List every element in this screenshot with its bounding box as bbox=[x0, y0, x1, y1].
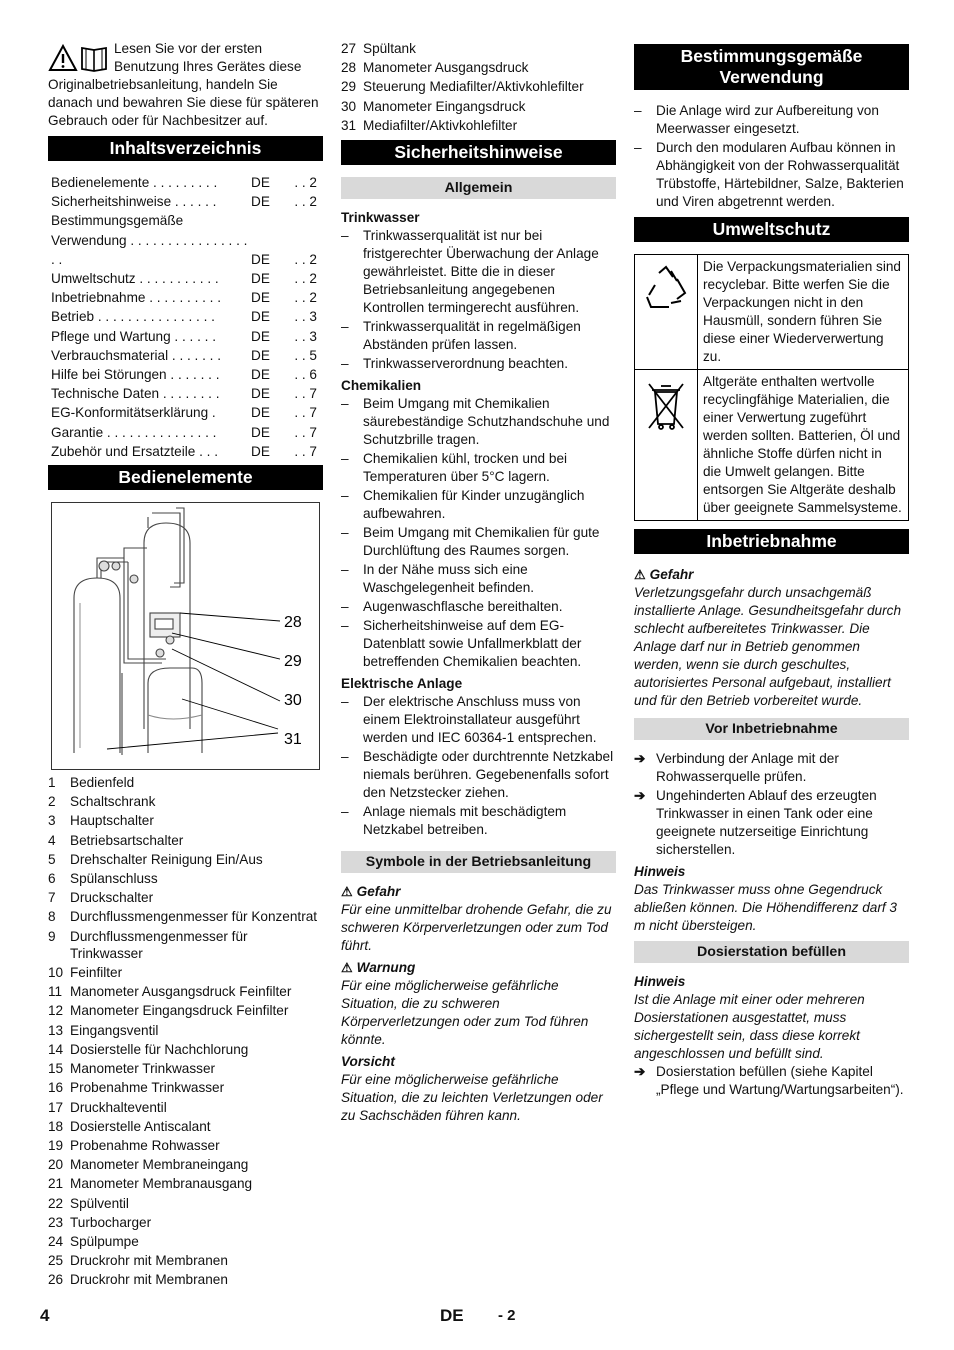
part-number: 13 bbox=[48, 1022, 64, 1038]
part-label: Schaltschrank bbox=[70, 794, 156, 810]
part-number: 26 bbox=[48, 1272, 64, 1288]
part-item bbox=[48, 1233, 323, 1250]
footer-language: DE bbox=[440, 1306, 464, 1325]
toc-entry-lang: DE bbox=[251, 290, 270, 306]
parts-list-continued bbox=[341, 40, 616, 134]
page-number: 4 bbox=[40, 1306, 50, 1325]
recycle-icon bbox=[635, 255, 698, 370]
toc-entry-page: . . 2 bbox=[294, 175, 317, 190]
toc-entry[interactable] bbox=[48, 192, 323, 211]
part-label: Druckrohr mit Membranen bbox=[70, 1272, 228, 1288]
safety-heading: Sicherheitshinweise bbox=[341, 140, 616, 165]
toc-entry-title: Inbetriebnahme . . . . . . . . . . bbox=[51, 290, 222, 306]
toc-entry-title: Hilfe bei Störungen . . . . . . . bbox=[51, 367, 220, 383]
part-label: Manometer Membranausgang bbox=[70, 1176, 253, 1192]
toc-entry-page: . . 7 bbox=[294, 386, 317, 402]
toc-entry-lang: DE bbox=[251, 271, 270, 287]
part-item bbox=[48, 870, 323, 887]
part-item bbox=[341, 78, 616, 95]
toc-entry-lang: DE bbox=[251, 309, 270, 325]
part-item bbox=[48, 1118, 323, 1135]
warning-triangle-icon: ⚠ bbox=[634, 567, 646, 582]
symbols-heading: Symbole in der Betriebsanleitung bbox=[341, 851, 616, 873]
toc-entry-page: . . 7 bbox=[294, 443, 317, 459]
before-item bbox=[634, 750, 909, 786]
part-label: Manometer Eingangsdruck bbox=[363, 98, 526, 114]
toc-entry[interactable] bbox=[48, 327, 323, 346]
toc-entry[interactable] bbox=[48, 423, 323, 442]
part-item bbox=[48, 1195, 323, 1212]
part-item bbox=[48, 1079, 323, 1096]
callout-28: 28 bbox=[284, 614, 302, 632]
toc-entry-page: . . 3 bbox=[294, 309, 317, 325]
chemikalien-item: – Chemikalien für Kinder unzugänglich aufbewahren. bbox=[341, 487, 616, 523]
callout-31: 31 bbox=[284, 731, 302, 749]
part-item bbox=[48, 812, 323, 829]
column-left bbox=[48, 40, 323, 1291]
toc-entry[interactable] bbox=[48, 173, 323, 192]
toc-entry-page: . . 2 bbox=[294, 290, 317, 306]
part-item bbox=[48, 774, 323, 791]
use-list bbox=[634, 102, 909, 211]
dosing-list bbox=[634, 1063, 909, 1099]
bedien-heading: Bedienelemente bbox=[48, 465, 323, 490]
part-item bbox=[341, 40, 616, 57]
toc-heading: Inhaltsverzeichnis bbox=[48, 136, 323, 161]
toc-entry[interactable] bbox=[48, 288, 323, 307]
arrow-right-icon: ➔ bbox=[634, 788, 646, 803]
part-item bbox=[48, 1175, 323, 1192]
part-label: Bedienfeld bbox=[70, 775, 135, 791]
part-number: 4 bbox=[48, 832, 56, 848]
part-label: Spülpumpe bbox=[70, 1233, 139, 1249]
toc-entry-title: Technische Daten . . . . . . . . bbox=[51, 386, 220, 402]
part-label: Manometer Trinkwasser bbox=[70, 1061, 216, 1077]
chemikalien-item: – Augenwaschflasche bereithalten. bbox=[341, 598, 616, 616]
part-item bbox=[341, 59, 616, 76]
part-number: 11 bbox=[48, 984, 63, 1000]
chemikalien-item: – Beim Umgang mit Chemikalien für gute Durchlüftung des Raumes sorgen. bbox=[341, 524, 616, 560]
start-gefahr-text: Verletzungsgefahr durch unsachgemäß installierte Anlage. Gesundheitsgefahr durch schlecht aufbereitetes Trinkwasser. Die Anlage darf nur in Betrieb genommen werden, wenn sie durch geschultes, autorisiertes Personal aufgebaut, installiert und für den Betrieb vorbereitet wurde. bbox=[634, 585, 902, 708]
part-number: 17 bbox=[48, 1099, 64, 1115]
before-item-text: Verbindung der Anlage mit der Rohwasserquelle prüfen. bbox=[656, 751, 839, 784]
part-label: Probenahme Rohwasser bbox=[70, 1137, 220, 1153]
start-heading: Inbetriebnahme bbox=[634, 529, 909, 554]
part-number: 19 bbox=[48, 1137, 64, 1153]
toc-entry[interactable] bbox=[48, 346, 323, 365]
toc-entry-title: Pflege und Wartung . . . . . . bbox=[51, 328, 216, 344]
part-label: Druckschalter bbox=[70, 890, 154, 906]
trinkwasser-item: – Trinkwasserqualität in regelmäßigen Abständen prüfen lassen. bbox=[341, 318, 616, 354]
part-label: Manometer Eingangsdruck Feinfilter bbox=[70, 1003, 289, 1019]
warnung-label: ⚠ Warnung bbox=[341, 960, 416, 976]
part-number: 10 bbox=[48, 965, 64, 981]
toc-entry-lang: DE bbox=[251, 424, 270, 440]
elektrik-item: – Beschädigte oder durchtrennte Netzkabel niemals berühren. Gegebenenfalls sofort den Netzstecker ziehen. bbox=[341, 748, 616, 802]
before-heading: Vor Inbetriebnahme bbox=[634, 718, 909, 740]
part-number: 30 bbox=[341, 98, 357, 114]
part-item bbox=[48, 889, 323, 906]
hinweis-text: Das Trinkwasser muss ohne Gegendruck abließen können. Die Höhendifferenz darf 3 m nicht übersteigen. bbox=[634, 882, 897, 933]
toc-entry[interactable] bbox=[48, 384, 323, 403]
part-number: 3 bbox=[48, 813, 56, 829]
part-number: 7 bbox=[48, 890, 56, 906]
part-label: Manometer Ausgangsdruck Feinfilter bbox=[70, 984, 292, 1000]
hinweis2-label: Hinweis bbox=[634, 974, 686, 989]
callout-29: 29 bbox=[284, 653, 302, 671]
use-item: – Durch den modularen Aufbau können in Abhängigkeit von der Rohwasserqualität Trübstoffe, Härtebildner, Salze, Bakterien und Viren abgetrennt werden. bbox=[634, 139, 909, 211]
part-item bbox=[341, 98, 616, 115]
part-number: 31 bbox=[341, 117, 357, 133]
env-row-packaging: Die Verpackungsmaterialien sind recyclebar. Bitte werfen Sie die Verpackungen nicht in den Hausmüll, sondern führen Sie diese einer Wiederverwertung zu. bbox=[698, 255, 909, 370]
part-label: Turbocharger bbox=[70, 1214, 152, 1230]
part-item bbox=[48, 793, 323, 810]
column-middle bbox=[341, 40, 616, 1125]
part-label: Probenahme Trinkwasser bbox=[70, 1080, 225, 1096]
part-label: Eingangsventil bbox=[70, 1022, 159, 1038]
part-number: 25 bbox=[48, 1253, 64, 1269]
part-label: Spülventil bbox=[70, 1195, 129, 1211]
part-item bbox=[48, 1137, 323, 1154]
elektrik-item: – Der elektrische Anschluss muss von einem Elektroinstallateur ausgeführt werden und IEC 60364-1 entsprechen. bbox=[341, 693, 616, 747]
part-item bbox=[48, 1252, 323, 1269]
toc-entry-title: Verbrauchsmaterial . . . . . . . bbox=[51, 347, 221, 363]
part-item bbox=[48, 1041, 323, 1058]
toc-entry-lang: DE bbox=[251, 367, 270, 383]
arrow-right-icon: ➔ bbox=[634, 751, 646, 766]
toc-entry-page: . . 6 bbox=[294, 367, 317, 383]
toc-entry-lang: DE bbox=[251, 405, 270, 421]
toc-entry-title: Bedienelemente . . . . . . . . . bbox=[51, 175, 218, 190]
part-number: 28 bbox=[341, 60, 357, 76]
crossed-bin-icon bbox=[635, 370, 698, 521]
use-heading: Bestimmungsgemäße Verwendung bbox=[634, 44, 909, 90]
intro-block bbox=[48, 40, 323, 130]
part-item bbox=[48, 1156, 323, 1173]
toc-entry[interactable] bbox=[48, 211, 323, 269]
part-number: 2 bbox=[48, 794, 56, 810]
toc-entry[interactable] bbox=[48, 442, 323, 461]
toc-entry-lang: DE bbox=[251, 386, 270, 402]
part-number: 5 bbox=[48, 851, 56, 867]
part-number: 14 bbox=[48, 1041, 64, 1057]
part-label: Betriebsartschalter bbox=[70, 832, 184, 848]
part-number: 12 bbox=[48, 1003, 64, 1019]
part-item bbox=[48, 832, 323, 849]
part-number: 18 bbox=[48, 1118, 64, 1134]
env-table bbox=[634, 254, 909, 521]
toc-entry-lang: DE bbox=[251, 251, 270, 267]
part-label: Mediafilter/Aktivkohlefilter bbox=[363, 117, 518, 133]
chemikalien-list bbox=[341, 395, 616, 671]
toc-entry-lang: DE bbox=[251, 175, 270, 190]
toc-entry[interactable] bbox=[48, 269, 323, 288]
toc-entry-lang: DE bbox=[251, 347, 270, 363]
chemikalien-item: – Chemikalien kühl, trocken und bei Temperaturen über 5°C lagern. bbox=[341, 450, 616, 486]
part-number: 6 bbox=[48, 871, 56, 887]
toc-entry-title: Betrieb . . . . . . . . . . . . . . . . bbox=[51, 309, 215, 325]
toc-entry-title: Zubehör und Ersatzteile . . . bbox=[51, 443, 218, 459]
part-number: 21 bbox=[48, 1176, 64, 1192]
column-right bbox=[634, 40, 909, 1100]
toc-entry-page: . . 2 bbox=[294, 251, 317, 267]
dosing-item: ➔ Dosierstation befüllen (siehe Kapitel „Pflege und Wartung/Wartungsarbeiten“). bbox=[634, 1064, 904, 1097]
chemikalien-heading: Chemikalien bbox=[341, 378, 422, 394]
part-label: Dosierstelle Antiscalant bbox=[70, 1118, 211, 1134]
part-label: Durchflussmengenmesser für Trinkwasser bbox=[70, 928, 248, 961]
part-number: 22 bbox=[48, 1195, 64, 1211]
part-number: 20 bbox=[48, 1157, 64, 1173]
trinkwasser-item: – Trinkwasserqualität ist nur bei fristgerechter Überwachung der Anlage gewährleistet. Bitte die in dieser Betriebsanleitung angegebenen Kontrollen termingerecht ausführen. bbox=[341, 227, 616, 317]
arrow-right-icon: ➔ bbox=[634, 1064, 646, 1079]
parts-list bbox=[48, 774, 323, 1288]
part-item bbox=[48, 851, 323, 868]
part-label: Drehschalter Reinigung Ein/Aus bbox=[70, 851, 263, 867]
part-label: Dosierstelle für Nachchlorung bbox=[70, 1041, 249, 1057]
use-item: – Die Anlage wird zur Aufbereitung von Meerwasser eingesetzt. bbox=[634, 102, 909, 138]
chemikalien-item: – In der Nähe muss sich eine Waschgelegenheit befinden. bbox=[341, 561, 616, 597]
warning-triangle-icon: ⚠ bbox=[341, 960, 353, 976]
trinkwasser-heading: Trinkwasser bbox=[341, 210, 420, 226]
before-item bbox=[634, 787, 909, 859]
before-item-text: Ungehinderten Ablauf des erzeugten Trinkwasser in einen Tank oder eine geeignete nutzerseitige Einrichtung sicherstellen. bbox=[656, 788, 877, 857]
toc-entry[interactable] bbox=[48, 307, 323, 326]
toc-entry-page: . . 7 bbox=[294, 405, 317, 421]
toc-table bbox=[48, 173, 323, 461]
part-label: Manometer Ausgangsdruck bbox=[363, 60, 529, 76]
part-item bbox=[48, 1022, 323, 1039]
part-label: Steuerung Mediafilter/Aktivkohlefilter bbox=[363, 79, 584, 95]
toc-entry-lang: DE bbox=[251, 443, 270, 459]
hinweis-label: Hinweis bbox=[634, 864, 686, 879]
chemikalien-item: – Beim Umgang mit Chemikalien säurebeständige Schutzhandschuhe und Schutzbrille tragen. bbox=[341, 395, 616, 449]
part-number: 24 bbox=[48, 1233, 64, 1249]
part-number: 15 bbox=[48, 1061, 64, 1077]
part-label: Feinfilter bbox=[70, 965, 123, 981]
toc-entry-lang: DE bbox=[251, 328, 270, 344]
toc-entry-page: . . 3 bbox=[294, 328, 317, 344]
toc-entry-title: Umweltschutz . . . . . . . . . . . bbox=[51, 271, 219, 287]
toc-entry[interactable] bbox=[48, 403, 323, 422]
intro-text: Lesen Sie vor der ersten Benutzung Ihres Gerätes diese Originalbetriebsanleitung, handeln Sie danach und bewahren Sie diese für späteren Gebrauch oder für Nachbesitzer auf. bbox=[48, 41, 319, 128]
vorsicht-label: Vorsicht bbox=[341, 1054, 395, 1070]
toc-entry-title: EG-Konformitätserklärung . bbox=[51, 405, 216, 421]
footer-subpage: - 2 bbox=[498, 1307, 516, 1324]
part-item bbox=[48, 928, 323, 962]
part-label: Spültank bbox=[363, 41, 416, 56]
part-number: 8 bbox=[48, 909, 56, 925]
dosing-heading: Dosierstation befüllen bbox=[634, 941, 909, 963]
vorsicht-text: Für eine möglicherweise gefährliche Situation, die zu leichten Verletzungen oder zu Sachschäden führen kann. bbox=[341, 1072, 603, 1124]
toc-entry-page: . . 7 bbox=[294, 424, 317, 440]
part-item bbox=[48, 1099, 323, 1116]
part-item bbox=[341, 117, 616, 134]
gefahr-label: ⚠ Gefahr bbox=[341, 884, 401, 900]
elektrik-heading: Elektrische Anlage bbox=[341, 676, 463, 692]
env-row-oldequipment: Altgeräte enthalten wertvolle recyclingfähige Materialien, die einer Verwertung zugeführt werden sollten. Batterien, Öl und ähnliche Stoffe dürfen nicht in die Umwelt gelangen. Bitte entsorgen Sie Altgeräte deshalb über geeignete Sammelsysteme. bbox=[698, 370, 909, 521]
toc-entry-title: Garantie . . . . . . . . . . . . . . . bbox=[51, 424, 217, 440]
toc-entry-lang: DE bbox=[251, 194, 270, 210]
filter-system-illustration bbox=[52, 503, 319, 769]
warning-book-icon bbox=[48, 42, 110, 72]
hinweis2-text: Ist die Anlage mit einer oder mehreren Dosierstationen ausgestattet, muss sichergestellt sein, dass diese korrekt angeschlossen und befüllt sind. bbox=[634, 992, 865, 1061]
part-label: Durchflussmengenmesser für Konzentrat bbox=[70, 909, 318, 925]
part-number: 23 bbox=[48, 1214, 64, 1230]
toc-entry-page: . . 2 bbox=[294, 271, 317, 287]
warnung-text: Für eine möglicherweise gefährliche Situation, die zu schweren Körperverletzungen oder zum Tod führen könnte. bbox=[341, 978, 589, 1048]
trinkwasser-list bbox=[341, 227, 616, 373]
device-figure bbox=[51, 502, 320, 770]
part-item bbox=[48, 1060, 323, 1077]
part-label: Manometer Membraneingang bbox=[70, 1157, 249, 1173]
part-item bbox=[48, 983, 323, 1000]
part-label: Druckhalteventil bbox=[70, 1099, 167, 1115]
part-item bbox=[48, 964, 323, 981]
part-number: 27 bbox=[341, 41, 357, 56]
toc-entry-title: Sicherheitshinweise . . . . . . bbox=[51, 194, 217, 210]
part-number: 16 bbox=[48, 1080, 64, 1096]
safety-general-heading: Allgemein bbox=[341, 177, 616, 199]
gefahr-text: Für eine unmittelbar drohende Gefahr, die zu schweren Körperverletzungen oder zum Tod führt. bbox=[341, 902, 612, 954]
chemikalien-item: – Sicherheitshinweise auf dem EG-Datenblatt sowie Unfallmerkblatt der betreffenden Chemikalien beachten. bbox=[341, 617, 616, 671]
part-item bbox=[48, 1271, 323, 1288]
part-label: Hauptschalter bbox=[70, 813, 154, 829]
env-heading: Umweltschutz bbox=[634, 217, 909, 242]
callout-30: 30 bbox=[284, 692, 302, 710]
part-number: 1 bbox=[48, 775, 56, 791]
part-item bbox=[48, 1002, 323, 1019]
toc-entry-page: . . 5 bbox=[294, 347, 317, 363]
trinkwasser-item: – Trinkwasserverordnung beachten. bbox=[341, 355, 616, 373]
part-item bbox=[48, 1214, 323, 1231]
part-item bbox=[48, 908, 323, 925]
part-number: 9 bbox=[48, 928, 56, 944]
part-label: Spülanschluss bbox=[70, 871, 158, 887]
elektrik-list bbox=[341, 693, 616, 839]
toc-entry-page: . . 2 bbox=[294, 194, 317, 210]
warning-triangle-icon: ⚠ bbox=[341, 884, 353, 900]
toc-entry-title: Bestimmungsgemäße Verwendung . . . . . . . . . . . . . . . . . . bbox=[51, 213, 248, 267]
start-gefahr-label: ⚠ Gefahr bbox=[634, 567, 694, 582]
elektrik-item: – Anlage niemals mit beschädigtem Netzkabel betreiben. bbox=[341, 803, 616, 839]
part-label: Druckrohr mit Membranen bbox=[70, 1253, 228, 1269]
before-list bbox=[634, 750, 909, 859]
part-number: 29 bbox=[341, 79, 357, 95]
toc-entry[interactable] bbox=[48, 365, 323, 384]
